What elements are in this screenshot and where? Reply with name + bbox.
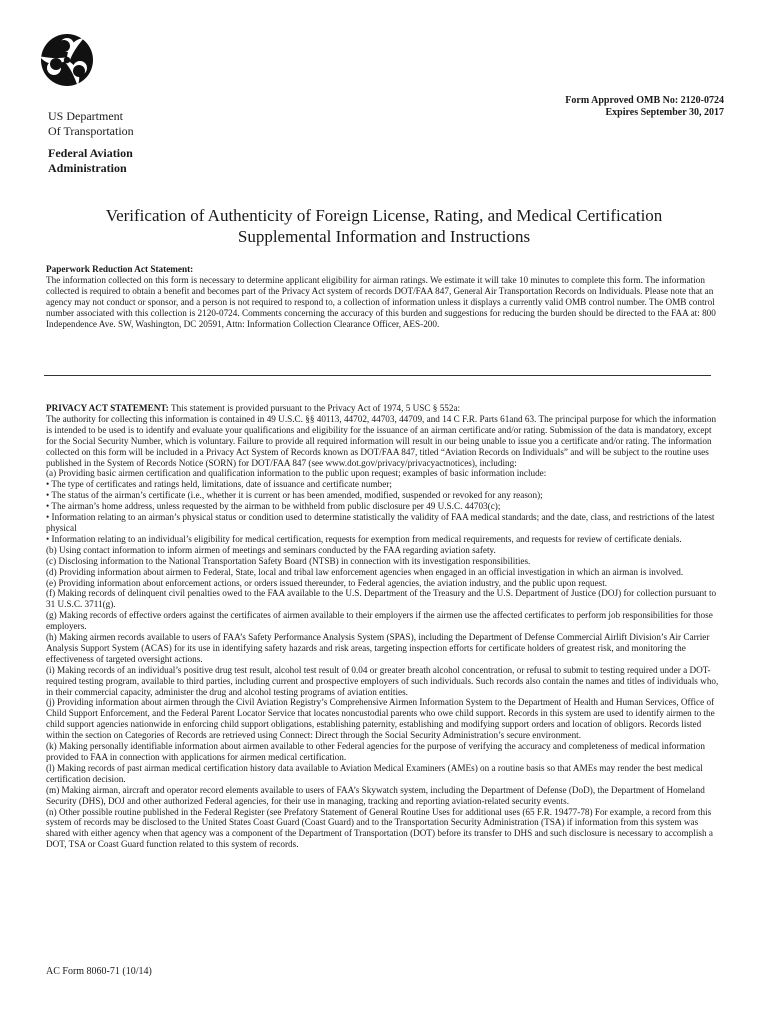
page-title	[0, 205, 768, 247]
privacy-item: (h) Making airmen records available to users of FAA’s Safety Performance Analysis System (SPAS), including the Department of Defense Commercial Airlift Division’s Air Carrier Analysis Support System (ACAS) for its use in identifying safety hazards and risk areas, targeting inspection efforts for certificate holders of greatest risk, and monitoring the effectiveness of targeted oversight actions.	[46, 632, 710, 664]
faa-line-2: Administration	[48, 161, 127, 175]
faa-name	[48, 146, 134, 176]
omb-number: Form Approved OMB No: 2120-0724	[565, 95, 724, 106]
form-number: AC Form 8060-71 (10/14)	[46, 966, 152, 977]
privacy-item: • Information relating to an individual’s eligibility for medical certification, requests for exemption from medical requirements, and requests for review of certificate denials.	[46, 533, 682, 544]
privacy-item: (d) Providing information about airmen to Federal, State, local and tribal law enforcement agencies when engaged in an official investigation in which an airman is involved.	[46, 566, 684, 577]
privacy-item: (c) Disclosing information to the National Transportation Safety Board (NTSB) in connection with its investigation responsibilities.	[46, 555, 531, 566]
privacy-heading: PRIVACY ACT STATEMENT:	[46, 403, 169, 413]
privacy-intro	[46, 403, 720, 414]
title-line-1: Verification of Authenticity of Foreign License, Rating, and Medical Certification	[105, 206, 663, 225]
faa-line-1: Federal Aviation	[48, 146, 133, 160]
paperwork-heading: Paperwork Reduction Act Statement:	[46, 264, 194, 274]
privacy-item: • The status of the airman’s certificate (i.e., whether it is current or has been amended, modified, suspended or revoked for any reason);	[46, 490, 543, 501]
title-line-2: Supplemental Information and Instructions	[237, 227, 531, 246]
agency-block	[48, 109, 134, 176]
privacy-item: (j) Providing information about airmen through the Civil Aviation Registry’s Comprehensive Airmen Information System to the Department of Health and Human Services, Office of Child Support Enforcement, and the Federal Parent Locator Service that locates noncustodial parents who owe child support. Records in this system are used to identify airmen to the child support agencies nationwide in enforcing child support obligations, establishing paternity, establishing and modifying support orders and location of obligors. Records listed within the section on Categories of Records are retrieved using Connect: Direct through the Social Security Administration’s secure environment.	[46, 697, 715, 741]
privacy-item: • The type of certificates and ratings held, limitations, date of issuance and certificate number;	[46, 479, 392, 490]
privacy-item: (k) Making personally identifiable information about airmen available to other Federal agencies for the purpose of verifying the accuracy and completeness of medical information provided to FAA in connection with applications for airmen medical certification.	[46, 741, 705, 762]
privacy-authority: The authority for collecting this information is contained in 49 U.S.C. §§ 40113, 44702, 44703, 44709, and 14 C F.R. Parts 61and 63. The principal purpose for which the information is intended to be used is to identify and evaluate your qualifications and eligibility for the issuance of an airman certificate and/or rating. Submission of the data is mandatory, except for the Social Security Number, which is voluntary. Failure to provide all required information will result in our being unable to issue you a certificate and/or rating. The information collected on this form will be included in a Privacy Act System of Records known as DOT/FAA 847, titled “Aviation Records on Individuals” and will be subject to the routine uses published in the System of Records Notice (SORN) for DOT/FAA 847 (see www.dot.gov/privacy/privacyactnotices), including:	[46, 413, 717, 468]
dot-triskelion-logo-icon	[40, 33, 94, 87]
section-divider	[44, 375, 711, 376]
privacy-item: (a) Providing basic airmen certification and qualification information to the public upon request; examples of basic information include:	[46, 468, 547, 479]
omb-approval	[565, 95, 724, 119]
privacy-item: (m) Making airman, aircraft and operator record elements available to users of FAA’s Skywatch system, including the Department of Defense (DoD), the Department of Homeland Security (DHS), DOJ and other authorized Federal agencies, for their use in managing, tracking and reporting aviation-related security events.	[46, 784, 705, 806]
privacy-item: (f) Making records of delinquent civil penalties owed to the FAA available to the U.S. Department of the Treasury and the U.S. Department of Justice (DOJ) for collection pursuant to 31 U.S.C. 3711(g).	[46, 588, 717, 610]
privacy-item: • Information relating to an airman’s physical status or condition used to determine statistically the validity of FAA medical standards; and the date, class, and restrictions of the latest physical	[46, 512, 715, 533]
privacy-item: (b) Using contact information to inform airmen of meetings and seminars conducted by the FAA regarding aviation safety.	[46, 544, 496, 555]
privacy-item: (l) Making records of past airman medical certification history data available to Aviation Medical Examiners (AMEs) on a routine basis so that AMEs may render the best medical certification decision.	[46, 762, 703, 784]
privacy-item: (n) Other possible routine published in the Federal Register (see Prefatory Statement of General Routine Uses for additional uses (65 F.R. 19477-78) For example, a record from this system of records may be disclosed to the United States Coast Guard (Coast Guard) and to the Transportation Security Administration (TSA) if information from this system was shared with either agency when that agency was a component of the Department of Transportation (DOT) before its transfer to DHS and such disclosure is necessary to accomplish a DOT, TSA or Coast Guard function related to this system of records.	[46, 806, 713, 850]
privacy-intro-text: This statement is provided pursuant to the Privacy Act of 1974, 5 USC § 552a:	[168, 403, 461, 413]
privacy-act-section	[46, 403, 720, 850]
privacy-item: (e) Providing information about enforcement actions, or orders issued thereunder, to Federal agencies, the aviation industry, and the public upon request.	[46, 577, 608, 588]
privacy-item: (i) Making records of an individual’s positive drug test result, alcohol test result of 0.04 or greater breath alcohol concentration, or refusal to submit to testing required under a DOT-required testing program, available to third parties, including current and prospective employers of such individuals. Such records also contain the names and titles of individuals who, in their commercial capacity, administer the drug and alcohol testing programs of aviation entities.	[46, 664, 719, 697]
dept-line-2: Of Transportation	[48, 124, 134, 138]
privacy-item: (g) Making records of effective orders against the certificates of airmen available to their employers if the airmen use the affected certificates to perform job responsibilities for those employers.	[46, 610, 713, 632]
privacy-item: • The airman’s home address, unless requested by the airman to be withheld from public disclosure per 49 U.S.C. 44703(c);	[46, 501, 501, 512]
dept-line-1: US Department	[48, 109, 123, 123]
paperwork-reduction-section	[46, 264, 718, 329]
paperwork-text: The information collected on this form is necessary to determine applicant eligibility for airman ratings. We estimate it will take 10 minutes to complete this form. The information collected is required to obtain a benefit and becomes part of the Privacy Act system of records DOT/FAA 847, General Air Transportation Records on Individuals. Please note that an agency may not conduct or sponsor, and a person is not required to respond to, a collection of information unless it displays a currently valid OMB control number. The OMB control number associated with this collection is 2120-0724. Comments concerning the accuracy of this burden and suggestions for reducing the burden should be directed to the FAA at: 800 Independence Ave. SW, Washington, DC 20591, Attn: Information Collection Clearance Officer, AES-200.	[46, 274, 716, 329]
omb-expiration: Expires September 30, 2017	[605, 107, 724, 118]
